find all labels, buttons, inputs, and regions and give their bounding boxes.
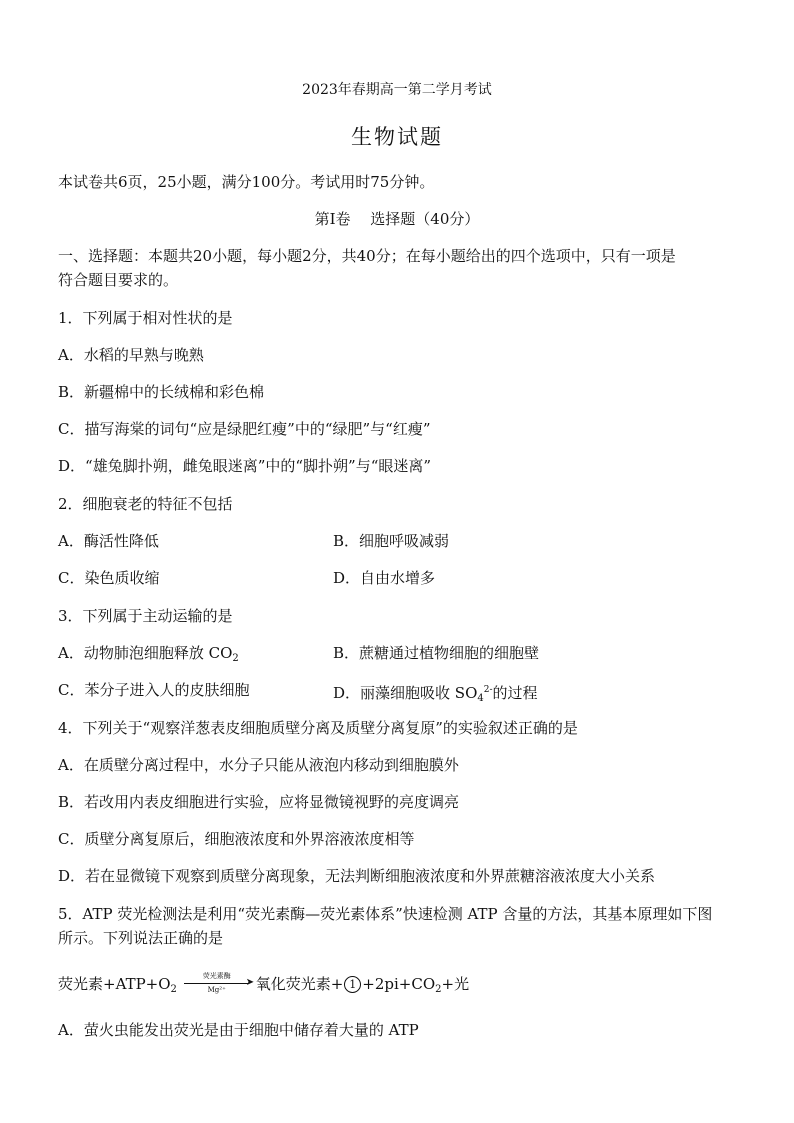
section-title: 第Ⅰ卷 选择题（40分）	[314, 210, 480, 228]
question-3-stem: 3．下列属于主动运输的是	[58, 607, 233, 625]
question-5-stem-line-1: 5．ATP 荧光检测法是利用“荧光素酶—荧光素体系”快速检测 ATP 含量的方法，其基本原理如下图	[58, 905, 713, 923]
arrow-label-cofactor: Mg²⁺	[207, 986, 226, 994]
question-3-option-c: C．苯分子进入人的皮肤细胞	[58, 681, 250, 699]
page-title: 生物试题	[351, 125, 443, 149]
question-1-option-c: C．描写海棠的词句“应是绿肥红瘦”中的“绿肥”与“红瘦”	[58, 420, 431, 438]
circled-number-1: 1	[344, 976, 361, 993]
question-3-option-d	[333, 680, 538, 709]
equation-product-1: 氧化荧光素+	[255, 975, 344, 993]
exam-header: 2023年春期高一第二学月考试	[302, 82, 492, 98]
question-5-stem-line-2: 所示。下列说法正确的是	[58, 929, 224, 947]
question-4-option-d: D．若在显微镜下观察到质壁分离现象，无法判断细胞液浓度和外界蔗糖溶液浓度大小关系	[58, 867, 656, 885]
question-3-option-d-superscript: 2-	[483, 685, 493, 695]
question-1-stem: 1．下列属于相对性状的是	[58, 309, 233, 327]
question-2-option-a: A．酶活性降低	[58, 532, 159, 550]
question-4-stem: 4．下列关于“观察洋葱表皮细胞质壁分离及质壁分离复原”的实验叙述正确的是	[58, 719, 578, 737]
equation-reactants: 荧光素+ATP+O	[58, 975, 171, 993]
question-5-option-a: A．萤火虫能发出荧光是由于细胞中储存着大量的 ATP	[58, 1021, 419, 1039]
instructions-line-1: 一、选择题：本题共20小题，每小题2分，共40分；在每小题给出的四个选项中，只有一项是	[58, 247, 676, 265]
question-3-option-a	[58, 643, 239, 669]
question-3-option-a-subscript: 2	[232, 653, 239, 664]
exam-intro: 本试卷共6页，25小题，满分100分。考试用时75分钟。	[58, 173, 435, 191]
question-1-option-b: B．新疆棉中的长绒棉和彩色棉	[58, 383, 265, 401]
question-3-option-d-tail: 的过程	[492, 684, 538, 702]
arrow-head-icon: ➤	[245, 977, 255, 988]
arrow-label-enzyme: 荧光素酶	[202, 972, 231, 980]
equation-product-3: +光	[441, 975, 470, 993]
reaction-arrow	[182, 974, 256, 994]
question-3-option-b: B．蔗糖通过植物细胞的细胞壁	[333, 644, 540, 662]
question-1-option-d: D．“雄兔脚扑朔，雌兔眼迷离”中的“脚扑朔”与“眼迷离”	[58, 457, 432, 475]
question-4-option-b: B．若改用内表皮细胞进行实验，应将显微镜视野的亮度调亮	[58, 793, 460, 811]
question-2-option-d: D．自由水增多	[333, 569, 436, 587]
question-3-option-a-text: A．动物肺泡细胞释放 CO	[58, 644, 233, 662]
question-2-stem: 2．细胞衰老的特征不包括	[58, 495, 233, 513]
question-1-option-a: A．水稻的早熟与晚熟	[58, 346, 204, 364]
question-3-option-d-subscript: 4	[477, 693, 484, 704]
equation-o2-subscript: 2	[170, 984, 177, 995]
question-3-option-d-text: D．丽藻细胞吸收 SO	[333, 684, 478, 702]
equation-co2-subscript: 2	[435, 984, 442, 995]
instructions-line-2: 符合题目要求的。	[58, 271, 179, 289]
reaction-equation	[58, 974, 469, 1000]
question-2-option-c: C．染色质收缩	[58, 569, 160, 587]
question-4-option-a: A．在质壁分离过程中，水分子只能从液泡内移动到细胞膜外	[58, 756, 459, 774]
equation-product-2: +2pi+CO	[362, 975, 436, 993]
question-2-option-b: B．细胞呼吸减弱	[333, 532, 450, 550]
arrow-shaft	[184, 983, 248, 984]
question-4-option-c: C．质壁分离复原后，细胞液浓度和外界溶液浓度相等	[58, 830, 415, 848]
